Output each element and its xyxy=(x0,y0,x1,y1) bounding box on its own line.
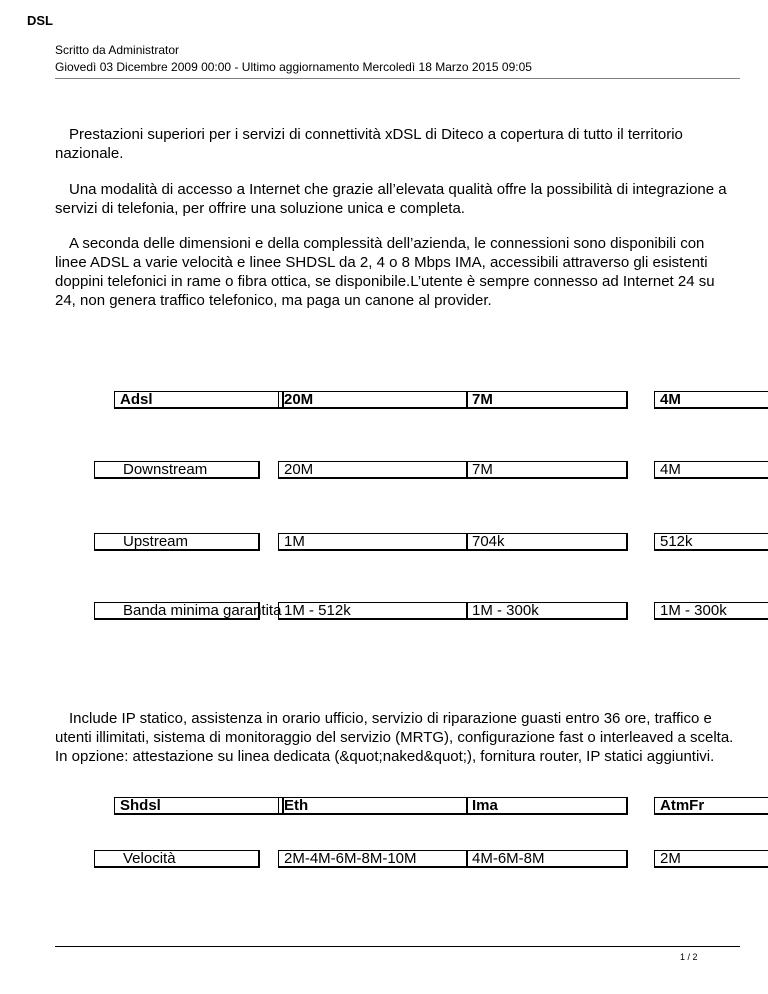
adsl-row-label: Upstream xyxy=(94,533,260,551)
paragraph-includes: Include IP statico, assistenza in orario ufficio, servizio di riparazione guasti entro 36 ore, traffico e utenti illimitati, sistema di monitoraggio del servizio (MRTG), configurazione fast o interleaved a scelta. In opzione: attestazione su linea dedicata (&quot;naked&quot;), fornitura router, IP statici aggiuntivi. xyxy=(55,710,734,765)
shdsl-header-cell: AtmFr xyxy=(654,797,768,815)
adsl-cell: 4M xyxy=(654,461,768,479)
adsl-header-cell: Adsl xyxy=(114,391,284,409)
shdsl-row-label: Velocità xyxy=(94,850,260,868)
shdsl-header-cell: Shdsl xyxy=(114,797,284,815)
adsl-cell: 7M xyxy=(466,461,628,479)
shdsl-cell: 2M xyxy=(654,850,768,868)
shdsl-header-cell: Ima xyxy=(466,797,628,815)
adsl-row-label: Downstream xyxy=(94,461,260,479)
adsl-cell: 1M xyxy=(278,533,468,551)
dates-line: Giovedì 03 Dicembre 2009 00:00 - Ultimo aggiornamento Mercoledì 18 Marzo 2015 09:05 xyxy=(55,60,532,74)
footer-divider xyxy=(55,946,740,947)
adsl-cell: 1M - 512k xyxy=(278,602,468,620)
shdsl-cell: 2M-4M-6M-8M-10M xyxy=(278,850,468,868)
paragraph-access: Una modalità di accesso a Internet che grazie all’elevata qualità offre la possibilità di integrazione a servizi di telefonia, per offrire una soluzione unica e completa. xyxy=(55,181,727,217)
header-divider xyxy=(55,78,740,79)
paragraph-intro: Prestazioni superiori per i servizi di connettività xDSL di Diteco a copertura di tutto il territorio nazionale. xyxy=(55,126,683,162)
adsl-cell: 704k xyxy=(466,533,628,551)
paragraph-connections: A seconda delle dimensioni e della complessità dell’azienda, le connessioni sono disponibili con linee ADSL a varie velocità e linee SHDSL da 2, 4 o 8 Mbps IMA, accessibili attraverso gli esistenti doppini telefonici in rame o fibra ottica, se disponibile.L’utente è sempre connesso ad Internet 24 su 24, non genera traffico telefonico, ma paga un canone al provider. xyxy=(55,235,715,309)
page-number: 1 / 2 xyxy=(680,952,698,962)
adsl-header-cell: 7M xyxy=(466,391,628,409)
author-line: Scritto da Administrator xyxy=(55,43,180,57)
adsl-row-label: Banda minima garantita xyxy=(94,602,260,620)
adsl-cell: 1M - 300k xyxy=(654,602,768,620)
adsl-cell: 512k xyxy=(654,533,768,551)
adsl-header-cell: 4M xyxy=(654,391,768,409)
adsl-cell: 20M xyxy=(278,461,468,479)
document-title: DSL xyxy=(27,13,53,28)
shdsl-cell: 4M-6M-8M xyxy=(466,850,628,868)
shdsl-header-cell: Eth xyxy=(278,797,468,815)
adsl-header-cell: 20M xyxy=(278,391,468,409)
adsl-cell: 1M - 300k xyxy=(466,602,628,620)
